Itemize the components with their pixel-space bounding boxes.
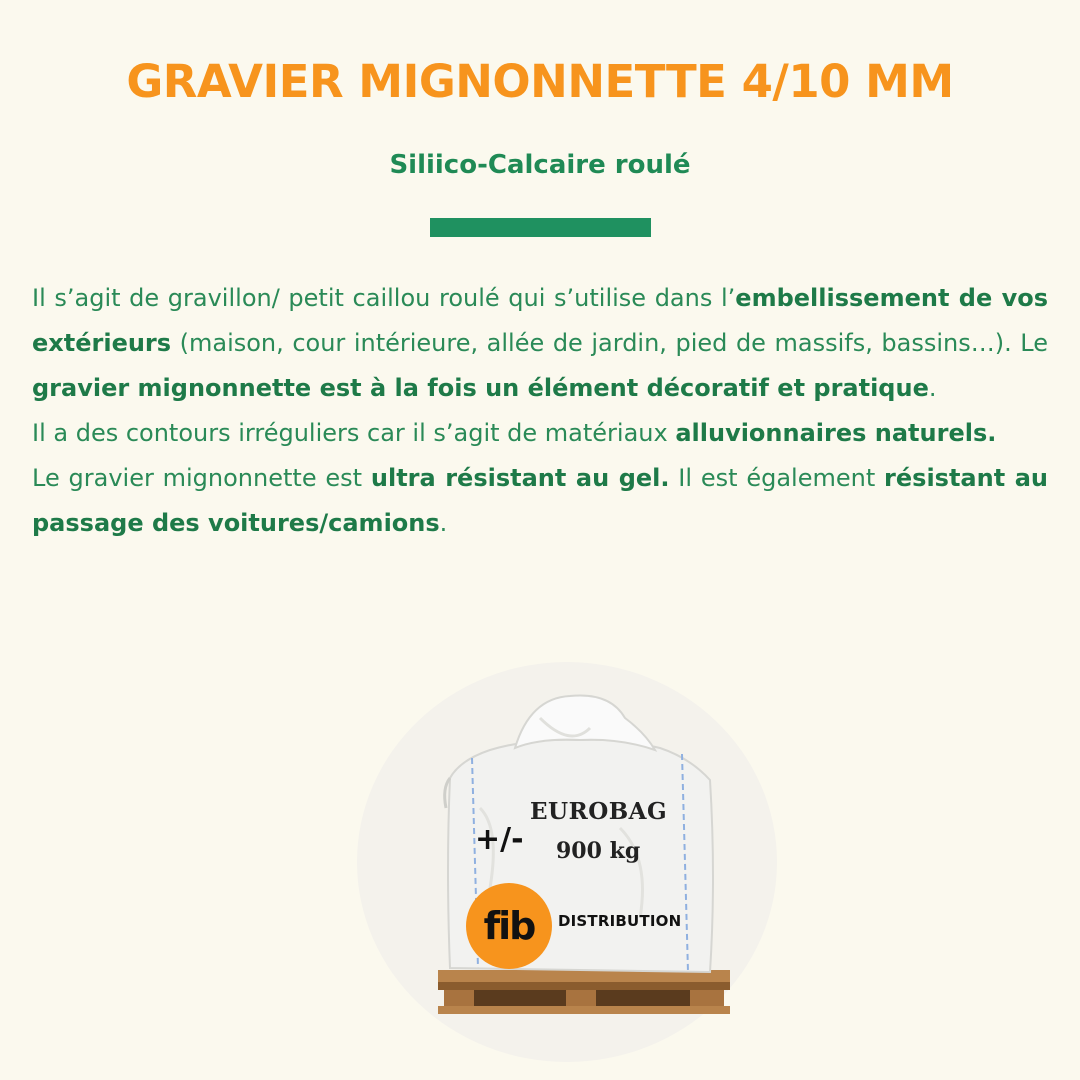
fib-logo-icon: fib	[466, 883, 552, 969]
brand-distribution-label: DISTRIBUTION	[558, 912, 682, 930]
p3-text-1: Le gravier mignonnette est	[32, 464, 371, 492]
p3-text-2: Il est également	[669, 464, 885, 492]
p1-bold-1: embellissement de vos extérieurs	[32, 284, 1049, 357]
paragraph-1	[32, 276, 1048, 411]
p1-text-3: .	[928, 374, 937, 402]
pallet-icon	[438, 970, 730, 1014]
divider-bar	[430, 218, 651, 237]
paragraph-3	[32, 456, 1048, 546]
p3-bold-2: résistant au passage des voitures/camions	[32, 464, 1048, 537]
p2-bold-1: alluvionnaires naturels.	[675, 419, 997, 447]
description-text	[32, 276, 1048, 546]
paragraph-2	[32, 411, 1048, 456]
bag-weight-label: 900 kg	[556, 838, 641, 864]
plus-minus-label: +/-	[475, 822, 524, 857]
bag-type-label: EUROBAG	[530, 798, 668, 825]
p1-text-1: Il s’agit de gravillon/ petit caillou roulé qui s’utilise dans l’	[32, 284, 736, 312]
p1-text-2: (maison, cour intérieure, allée de jardin, pied de massifs, bassins…). Le	[171, 329, 1048, 357]
p3-text-3: .	[439, 509, 448, 537]
page-subtitle: Siliico-Calcaire roulé	[389, 150, 691, 180]
p1-bold-2: gravier mignonnette est à la fois un élément décoratif et pratique	[32, 374, 929, 402]
page-title: GRAVIER MIGNONNETTE 4/10 MM	[126, 55, 954, 108]
p2-text-1: Il a des contours irréguliers car il s’agit de matériaux	[32, 419, 676, 447]
p3-bold-1: ultra résistant au gel.	[370, 464, 670, 492]
